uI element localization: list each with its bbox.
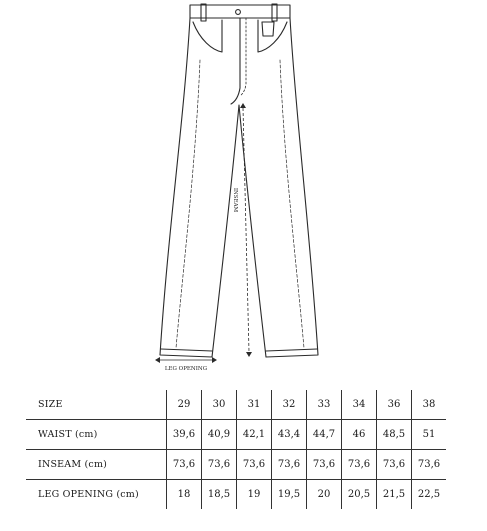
table-cell: 73,6 (412, 450, 447, 480)
coin-pocket (262, 22, 274, 36)
row-label: INSEAM (cm) (26, 450, 166, 480)
table-cell: 73,6 (272, 450, 307, 480)
size-cell: 30 (202, 390, 237, 420)
table-cell: 73,6 (167, 450, 202, 480)
row-label: LEG OPENING (cm) (38, 489, 139, 500)
row-label: WAIST (cm) (26, 420, 166, 450)
hem-line-right (266, 349, 317, 351)
table-cell: 18 (167, 480, 202, 510)
table-cell: 19 (237, 480, 272, 510)
fly-stitch (231, 18, 240, 104)
size-header-label: SIZE (26, 390, 166, 420)
inseam-measure-line (243, 108, 249, 352)
size-cell: 29 (167, 390, 202, 420)
table-cell: 21,5 (377, 480, 412, 510)
table-row-inseam (26, 450, 446, 480)
table-cell: 73,6 (202, 450, 237, 480)
table-row-size (26, 390, 446, 420)
table-row-leg-opening (26, 480, 446, 510)
table-row-waist (26, 420, 446, 450)
table-cell: 48,5 (377, 420, 412, 450)
size-chart-table (26, 390, 446, 509)
table-cell: 40,9 (202, 420, 237, 450)
table-cell: 73,6 (307, 450, 342, 480)
table-cell: 42,1 (237, 420, 272, 450)
table-cell: 20,5 (342, 480, 377, 510)
leg-opening-label: LEG OPENING (164, 366, 208, 372)
button (236, 10, 241, 15)
front-pocket-left (193, 20, 222, 52)
size-cell: 38 (412, 390, 447, 420)
size-cell: 31 (237, 390, 272, 420)
table-cell: 18,5 (202, 480, 237, 510)
table-cell: 19,5 (272, 480, 307, 510)
table-cell: 73,6 (237, 450, 272, 480)
size-cell: 32 (272, 390, 307, 420)
size-cell: 36 (377, 390, 412, 420)
table-cell: 20 (307, 480, 342, 510)
size-cell: 33 (307, 390, 342, 420)
hem-line-left (161, 349, 212, 351)
table-cell: 39,6 (167, 420, 202, 450)
inseam-label: INSEAM (232, 187, 238, 213)
jeans-outline (160, 18, 318, 357)
table-cell: 44,7 (307, 420, 342, 450)
table-cell: 43,4 (272, 420, 307, 450)
table-cell: 46 (342, 420, 377, 450)
table-cell: 73,6 (342, 450, 377, 480)
outseam-right (280, 60, 304, 348)
outseam-left (176, 60, 200, 348)
table-cell: 22,5 (417, 489, 441, 500)
size-cell: 34 (342, 390, 377, 420)
table-cell: 73,6 (377, 450, 412, 480)
table-cell: 51 (412, 420, 447, 450)
